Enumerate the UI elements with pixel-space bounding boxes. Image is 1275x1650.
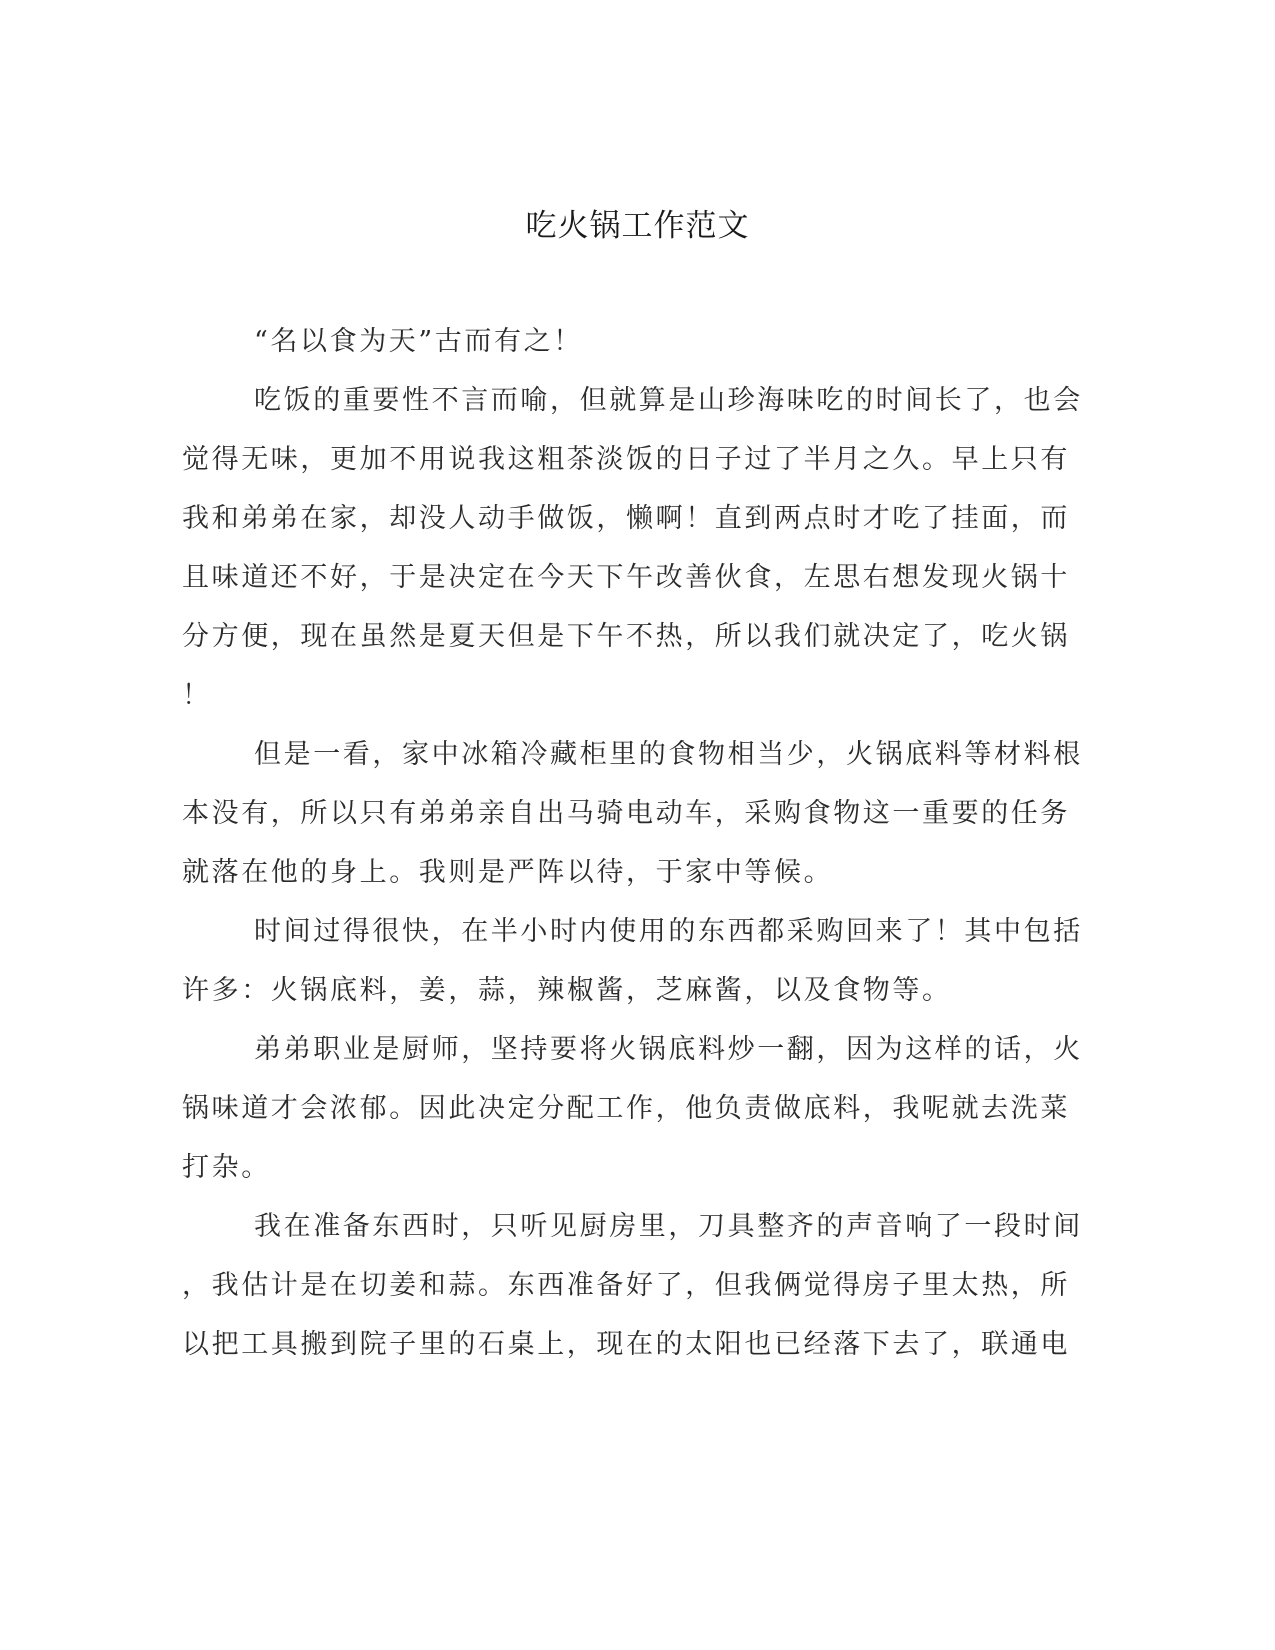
paragraph-1-line-1: “名以食为天”古而有之！ <box>254 326 583 357</box>
paragraph-3-line-3: 就落在他的身上。我则是严阵以待，于家中等候。 <box>182 857 834 888</box>
paragraph-5-line-3: 打杂。 <box>182 1152 271 1183</box>
paragraph-5-line-2: 锅味道才会浓郁。因此决定分配工作，他负责做底料，我呢就去洗菜 <box>182 1093 1070 1124</box>
paragraph-2-line-5: 分方便，现在虽然是夏天但是下午不热，所以我们就决定了，吃火锅 <box>182 621 1070 652</box>
document-title: 吃火锅工作范文 <box>525 208 750 244</box>
paragraph-6-line-1: 我在准备东西时，只听见厨房里，刀具整齐的声音响了一段时间 <box>254 1211 1083 1242</box>
paragraph-2-line-1: 吃饭的重要性不言而喻，但就算是山珍海味吃的时间长了，也会 <box>254 385 1083 416</box>
paragraph-6-line-3: 以把工具搬到院子里的石桌上，现在的太阳也已经落下去了，联通电 <box>182 1329 1070 1360</box>
paragraph-2-line-2: 觉得无味，更加不用说我这粗茶淡饭的日子过了半月之久。早上只有 <box>182 444 1070 475</box>
paragraph-2-line-6: ！ <box>182 680 212 711</box>
paragraph-4-line-2: 许多：火锅底料，姜，蒜，辣椒酱，芝麻酱，以及食物等。 <box>182 975 952 1006</box>
paragraph-6-line-2: ，我估计是在切姜和蒜。东西准备好了，但我俩觉得房子里太热，所 <box>182 1270 1070 1301</box>
paragraph-2-line-3: 我和弟弟在家，却没人动手做饭，懒啊！直到两点时才吃了挂面，而 <box>182 503 1070 534</box>
paragraph-4-line-1: 时间过得很快，在半小时内使用的东西都采购回来了！其中包括 <box>254 916 1083 947</box>
paragraph-3-line-1: 但是一看，家中冰箱冷藏柜里的食物相当少，火锅底料等材料根 <box>254 739 1083 770</box>
paragraph-5-line-1: 弟弟职业是厨师，坚持要将火锅底料炒一翻，因为这样的话，火 <box>254 1034 1083 1065</box>
document-body <box>182 312 1083 1374</box>
paragraph-3-line-2: 本没有，所以只有弟弟亲自出马骑电动车，采购食物这一重要的任务 <box>182 798 1070 829</box>
paragraph-2-line-4: 且味道还不好，于是决定在今天下午改善伙食，左思右想发现火锅十 <box>182 562 1070 593</box>
